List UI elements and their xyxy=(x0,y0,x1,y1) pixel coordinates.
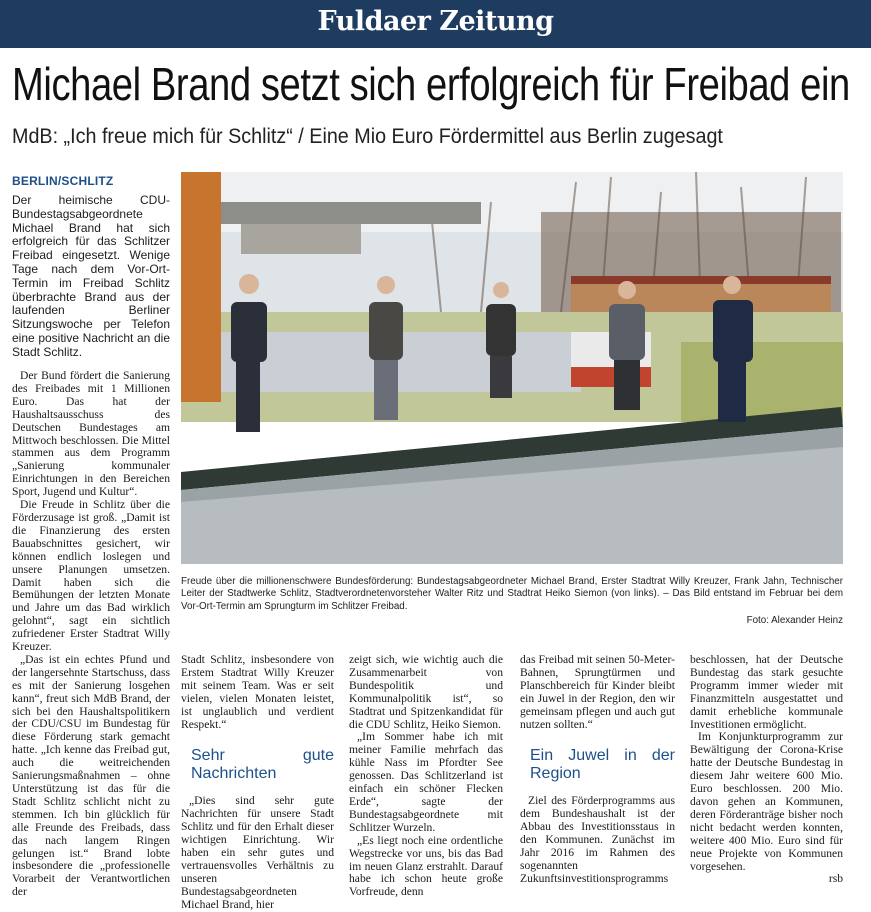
paragraph: Im Konjunkturprogramm zur Bewältigung der Corona-Krise hatte der Deutsche Bundestag in diesem Jahr weitere 600 Mio. Euro beschlossen. 200 Mio. davon gehen an Kommunen, deren Förderanträge bisher noch nicht bedacht werden konnten, weitere 400 Mio. Euro sind für neue Projekte von Kommunen vorgesehen. xyxy=(690,730,843,873)
author-signature: rsb xyxy=(828,872,843,886)
article-column-4 xyxy=(520,654,675,886)
section-subheading: Sehr gute Nachrichten xyxy=(191,747,334,783)
paragraph: Stadt Schlitz, insbesondere von Erstem Stadtrat Willy Kreuzer mit seinem Team. Was er seit vielen, vielen Monaten leistet, ist unglaublich und verdient Respekt.“ xyxy=(181,653,334,731)
paragraph: beschlossen, hat der Deutsche Bundestag das stark gesuchte Programm immer wieder mit Finanzmitteln ausgestattet und damit erhebliche kommunale Investitionen ermöglicht. xyxy=(690,653,843,731)
article-column-5 xyxy=(690,654,843,886)
freibad-photo-illustration xyxy=(181,172,843,564)
paragraph: Der Bund fördert die Sanierung des Freibades mit 1 Millionen Euro. Das hat der Haushaltsausschuss des Deutschen Bundestages am Mittwoch beschlossen. Die Mittel stammen aus dem Programm „Sanierung kommunaler Einrichtungen in den Bereichen Sport, Jugend und Kultur“. xyxy=(12,369,170,499)
article-subheadline: MdB: „Ich freue mich für Schlitz“ / Eine Mio Euro Fördermittel aus Berlin zugesagt xyxy=(12,125,723,148)
article-kicker: BERLIN/SCHLITZ xyxy=(12,174,114,188)
photo-caption: Freude über die millionenschwere Bundesförderung: Bundestagsabgeordneter Michael Brand, Erster Stadtrat Willy Kreuzer, Frank Jahn, Technischer Leiter der Stadtwerke Schlitz, Stadtverordnetenvorsteher Walter Ritz und Stadtrat Heiko Siemon (von links). – Das Bild entstand im Februar bei dem Vor-Ort-Termin am Sprungturm im Schlitzer Freibad. xyxy=(181,576,843,612)
article-column-3 xyxy=(349,654,503,899)
article-column-2 xyxy=(181,654,334,912)
article-lead: Der heimische CDU-Bundestagsabgeordnete Michael Brand hat sich erfolgreich für das Schlitzer Freibad eingesetzt. Wenige Tage nach dem Vor-Ort-Termin im Freibad Schlitz überbrachte Brand aus der laufenden Berliner Sitzungswoche per Telefon eine positive Nachricht an die Stadt Schlitz. xyxy=(12,193,170,359)
paragraph: das Freibad mit seinen 50-Meter-Bahnen, Sprungtürmen und Planschbereich für Kinder bleibt ein Juwel in der Region, den wir gemeinsam pflegen und auch gut nutzen sollten.“ xyxy=(520,653,675,731)
paragraph: Ziel des Förderprogramms aus dem Bundeshaushalt ist der Abbau des Investitionsstaus in den Kommunen. Zunächst im Jahr 2016 im Rahmen des sogenannten Zukunftsinvestitionsprogramms xyxy=(520,794,675,885)
masthead xyxy=(0,0,871,48)
newspaper-logo: Fuldaer Zeitung xyxy=(317,6,554,37)
paragraph: „Im Sommer habe ich mit meiner Familie mehrfach das kühle Nass im Pfordter See genossen. Das Schlitzerland ist einfach ein schöner Flecken Erde“, sagte der Bundestagsabgeordnete mit Schlitzer Wurzeln. xyxy=(349,730,503,834)
paragraph: „Das ist ein echtes Pfund und der langersehnte Startschuss, dass es mit der Sanierung losgehen kann“, freut sich MdB Brand, der sich bei den Haushaltspolitikern der CDU/CSU im Bundestag für diese Förderung stark gemacht hatte. „Ich kenne das Freibad gut, auch die weitreichenden Sanierungsmaßnahmen – ohne Unterstützung ist das für die Stadt Schlitz schlicht nicht zu stemmen. Ich bin glücklich für alle Freunde des Freibads, dass das nach langem Ringen gelungen ist.“ Brand lobte insbesondere die „professionelle Vorarbeit der Verantwortlichen der xyxy=(12,652,170,899)
paragraph: Die Freude in Schlitz über die Förderzusage ist groß. „Damit ist die Finanzierung des ersten Bauabschnittes gesichert, wir können endlich loslegen und unsere Planungen umsetzen. Damit haben sich die Bemühungen der letzten Monate und Jahre um das Bad wirklich gelohnt“, sagt ein sichtlich zufriedener Erster Stadtrat Willy Kreuzer. xyxy=(12,498,170,654)
article-headline: Michael Brand setzt sich erfolgreich für Freibad ein xyxy=(12,58,850,110)
article-photo xyxy=(181,172,843,564)
paragraph: zeigt sich, wie wichtig auch die Zusammenarbeit von Bundespolitik und Kommunalpolitik ist“, so Stadtrat und Spitzenkandidat für die CDU Schlitz, Heiko Siemon. xyxy=(349,653,503,731)
paragraph: „Dies sind sehr gute Nachrichten für unsere Stadt Schlitz und für den Erhalt dieser wichtigen Einrichtung. Wir haben ein sehr gutes und vertrauensvolles Verhältnis zu unseren Bundestagsabgeordneten Michael Brand, hier xyxy=(181,794,334,911)
photo-credit: Foto: Alexander Heinz xyxy=(746,615,843,626)
section-subheading: Ein Juwel in der Region xyxy=(530,747,675,783)
article-column-1 xyxy=(12,370,170,899)
paragraph: „Es liegt noch eine ordentliche Wegstrecke vor uns, bis das Bad im neuen Glanz erstrahlt. Darauf habe ich schon heute große Vorfreude, denn xyxy=(349,833,503,899)
